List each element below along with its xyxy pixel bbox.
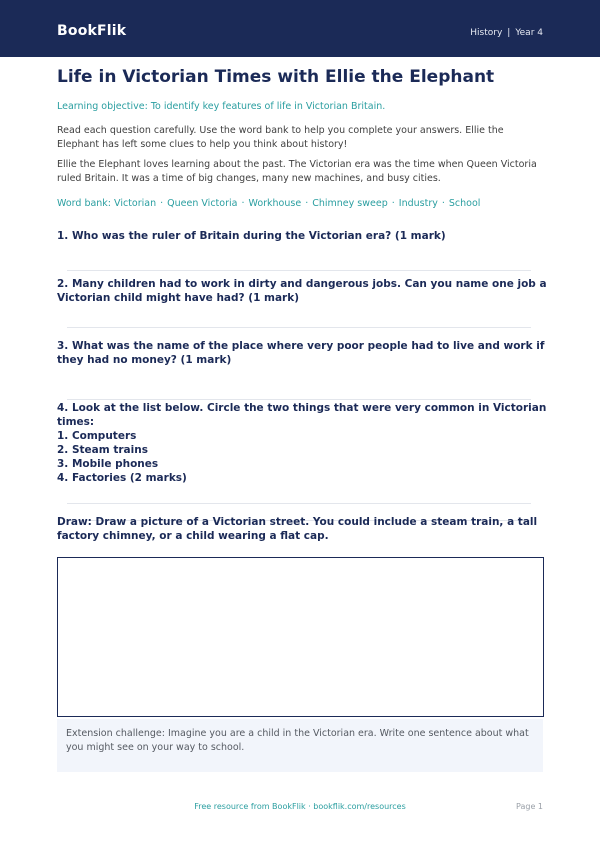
brand-logo[interactable]: BookFlik — [57, 23, 127, 39]
option-computers[interactable]: 1. Computers — [57, 430, 137, 442]
word-bank-separator: · — [160, 198, 164, 209]
answer-line[interactable] — [67, 399, 531, 400]
header-bar — [0, 0, 600, 57]
breadcrumb — [470, 28, 543, 38]
question-4 — [57, 401, 547, 485]
word-bank-separator: · — [305, 198, 309, 209]
answer-line[interactable] — [67, 503, 531, 504]
question-3: 3. What was the name of the place where very poor people had to live and work if they had no money? (1 mark) — [57, 340, 545, 366]
breadcrumb-separator: | — [507, 28, 511, 38]
word-bank — [57, 198, 480, 209]
extension-challenge — [57, 719, 543, 772]
page-number: Page 1 — [516, 802, 543, 811]
word-bank-separator: · — [241, 198, 245, 209]
answer-line[interactable] — [67, 327, 531, 328]
word-bank-word: Victorian — [114, 198, 157, 209]
intro-instructions: Read each question carefully. Use the word bank to help you complete your answers. Ellie the Elephant has left some clues to help you think about history! — [57, 125, 504, 150]
option-factories[interactable]: 4. Factories (2 marks) — [57, 472, 187, 484]
option-steam-trains[interactable]: 2. Steam trains — [57, 444, 148, 456]
word-bank-separator: · — [441, 198, 445, 209]
question-4-prompt: 4. Look at the list below. Circle the two things that were very common in Victorian times: — [57, 402, 547, 428]
answer-line[interactable] — [67, 270, 531, 271]
word-bank-label: Word bank: — [57, 198, 112, 209]
word-bank-separator: · — [391, 198, 395, 209]
question-2: 2. Many children had to work in dirty and dangerous jobs. Can you name one job a Victorian child might have had? (1 mark) — [57, 278, 547, 304]
word-bank-word: Workhouse — [248, 198, 302, 209]
draw-prompt: Draw: Draw a picture of a Victorian street. You could include a steam train, a tall factory chimney, or a child wearing a flat cap. — [57, 516, 538, 542]
subject-label: History — [470, 28, 503, 38]
footer-link[interactable]: Free resource from BookFlik · bookflik.com/resources — [194, 802, 406, 811]
option-mobile-phones[interactable]: 3. Mobile phones — [57, 458, 159, 470]
word-bank-word: Industry — [398, 198, 438, 209]
year-label: Year 4 — [515, 28, 543, 38]
word-bank-word: Chimney sweep — [312, 198, 388, 209]
intro-context: Ellie the Elephant loves learning about the past. The Victorian era was the time when Queen Victoria ruled Britain. It was a time of big changes, many new machines, and busy cities. — [57, 159, 537, 184]
page-title: Life in Victorian Times with Ellie the Elephant — [57, 67, 495, 87]
question-1: 1. Who was the ruler of Britain during the Victorian era? (1 mark) — [57, 230, 446, 242]
word-bank-word: School — [448, 198, 481, 209]
extension-text: Extension challenge: Imagine you are a child in the Victorian era. Write one sentence about what you might see on your way to school. — [66, 728, 529, 753]
learning-objective: Learning objective: To identify key features of life in Victorian Britain. — [57, 101, 386, 112]
word-bank-word: Queen Victoria — [167, 198, 238, 209]
drawing-box[interactable] — [57, 557, 544, 717]
